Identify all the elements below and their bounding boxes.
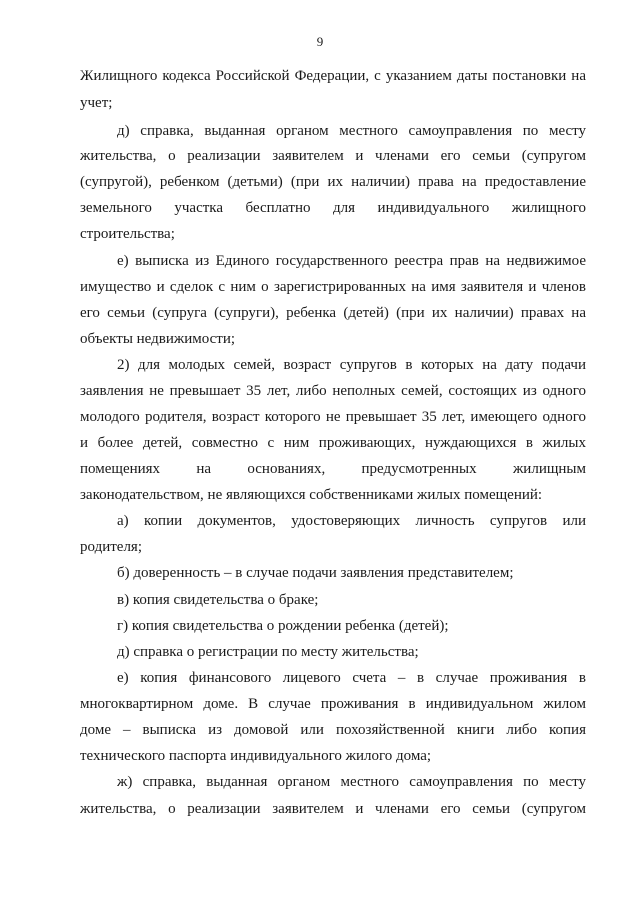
text-line: многоквартирном доме. В случае проживания в индивидуальном жилом <box>80 696 586 712</box>
text-line: жительства, о реализации заявителем и членами его семьи (супругом <box>80 148 586 164</box>
text-line: учет; <box>80 95 113 111</box>
text-line: объекты недвижимости; <box>80 331 236 347</box>
text-line: и более детей, совместно с ним проживающих, нуждающихся в жилых <box>80 435 586 451</box>
text-line: заявления не превышает 35 лет, либо неполных семей, состоящих из одного <box>80 383 586 399</box>
text-line: г) копия свидетельства о рождении ребенка (детей); <box>117 618 449 634</box>
text-line: доме – выписка из домовой или похозяйственной книги либо копия <box>80 722 586 738</box>
text-line: д) справка о регистрации по месту жительства; <box>117 644 419 660</box>
text-line: а) копии документов, удостоверяющих личность супругов или <box>117 513 586 529</box>
text-line: ж) справка, выданная органом местного самоуправления по месту <box>117 774 586 790</box>
text-line: строительства; <box>80 226 175 242</box>
page-number: 9 <box>316 34 324 49</box>
text-line: (супругой), ребенком (детьми) (при их наличии) права на предоставление <box>80 174 586 190</box>
text-line: жительства, о реализации заявителем и членами его семьи (супругом <box>80 801 586 817</box>
text-line: технического паспорта индивидуального жилого дома; <box>80 748 432 764</box>
text-line: родителя; <box>80 539 142 555</box>
text-line: законодательством, не являющихся собственниками жилых помещений: <box>80 487 543 503</box>
text-line: Жилищного кодекса Российской Федерации, с указанием даты постановки на <box>80 68 586 84</box>
text-line: б) доверенность – в случае подачи заявления представителем; <box>117 565 514 581</box>
text-line: его семьи (супруга (супруги), ребенка (детей) (при их наличии) правах на <box>80 305 586 321</box>
text-line: имущество и сделок с ним о зарегистрированных на имя заявителя и членов <box>80 279 586 295</box>
text-line: в) копия свидетельства о браке; <box>117 592 319 608</box>
text-line: е) копия финансового лицевого счета – в случае проживания в <box>117 670 586 686</box>
text-line: молодого родителя, возраст которого не превышает 35 лет, имеющего одного <box>80 409 586 425</box>
text-line: помещениях на основаниях, предусмотренных жилищным <box>80 461 586 477</box>
text-line: земельного участка бесплатно для индивидуального жилищного <box>80 200 586 216</box>
text-line: е) выписка из Единого государственного реестра прав на недвижимое <box>117 253 586 269</box>
text-line: 2) для молодых семей, возраст супругов в которых на дату подачи <box>117 357 586 373</box>
text-line: д) справка, выданная органом местного самоуправления по месту <box>117 123 586 139</box>
